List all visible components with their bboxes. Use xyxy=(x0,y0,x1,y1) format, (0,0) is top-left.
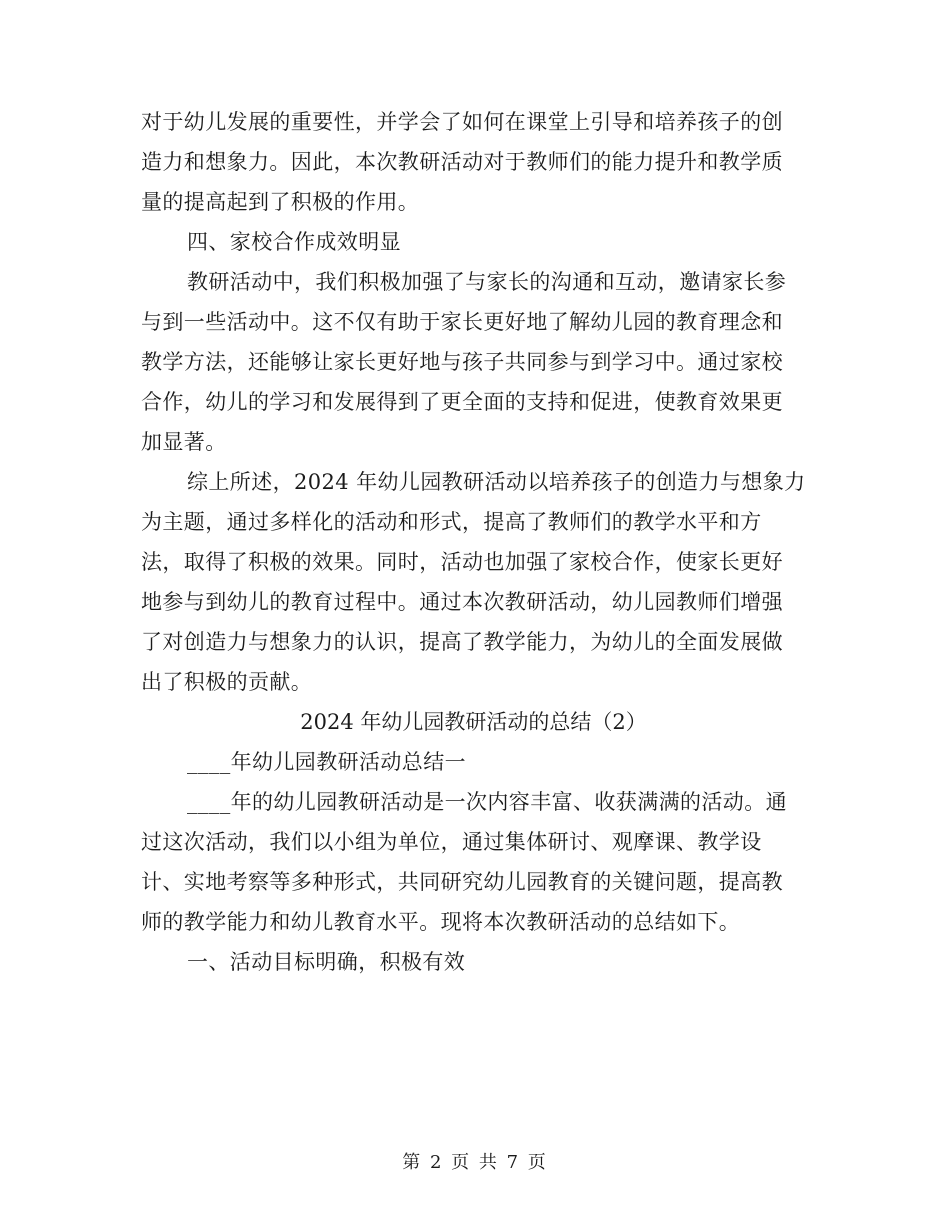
text-line: 出了积极的贡献。 xyxy=(141,670,313,694)
text-line: 地参与到幼儿的教育过程中。通过本次教研活动，幼儿园教师们增强 xyxy=(141,590,783,614)
text-line: 综上所述，2024 年幼儿园教研活动以培养孩子的创造力与想象力 xyxy=(187,470,806,494)
subheading: ____年幼儿园教研活动总结一 xyxy=(187,750,466,774)
text-line: 过这次活动，我们以小组为单位，通过集体研讨、观摩课、教学设 xyxy=(141,830,762,854)
text-line: 了对创造力与想象力的认识，提高了教学能力，为幼儿的全面发展做 xyxy=(141,630,783,654)
page-footer: 第 2 页 共 7 页 xyxy=(402,1152,548,1173)
text-line: 师的教学能力和幼儿教育水平。现将本次教研活动的总结如下。 xyxy=(141,910,741,934)
text-line: 计、实地考察等多种形式，共同研究幼儿园教育的关键问题，提高教 xyxy=(141,870,783,894)
text-line: 与到一些活动中。这不仅有助于家长更好地了解幼儿园的教育理念和 xyxy=(141,310,783,334)
text-line: 法，取得了积极的效果。同时，活动也加强了家校合作，使家长更好 xyxy=(141,550,783,574)
text-line: 教学方法，还能够让家长更好地与孩子共同参与到学习中。通过家校 xyxy=(141,350,783,374)
text-line: 对于幼儿发展的重要性，并学会了如何在课堂上引导和培养孩子的创 xyxy=(141,110,783,134)
text-line: 量的提高起到了积极的作用。 xyxy=(141,190,420,214)
text-line: 合作，幼儿的学习和发展得到了更全面的支持和促进，使教育效果更 xyxy=(141,390,783,414)
section-heading-4: 四、家校合作成效明显 xyxy=(187,230,401,254)
text-line: 加显著。 xyxy=(141,430,227,454)
section-heading-1: 一、活动目标明确，积极有效 xyxy=(187,950,466,974)
text-line: 教研活动中，我们积极加强了与家长的沟通和互动，邀请家长参 xyxy=(187,270,787,294)
body-text xyxy=(141,102,806,982)
text-line: ____年的幼儿园教研活动是一次内容丰富、收获满满的活动。通 xyxy=(187,790,787,814)
text-line: 为主题，通过多样化的活动和形式，提高了教师们的教学水平和方 xyxy=(141,510,762,534)
section-title: 2024 年幼儿园教研活动的总结（2） xyxy=(300,710,647,734)
text-line: 造力和想象力。因此，本次教研活动对于教师们的能力提升和教学质 xyxy=(141,150,783,174)
